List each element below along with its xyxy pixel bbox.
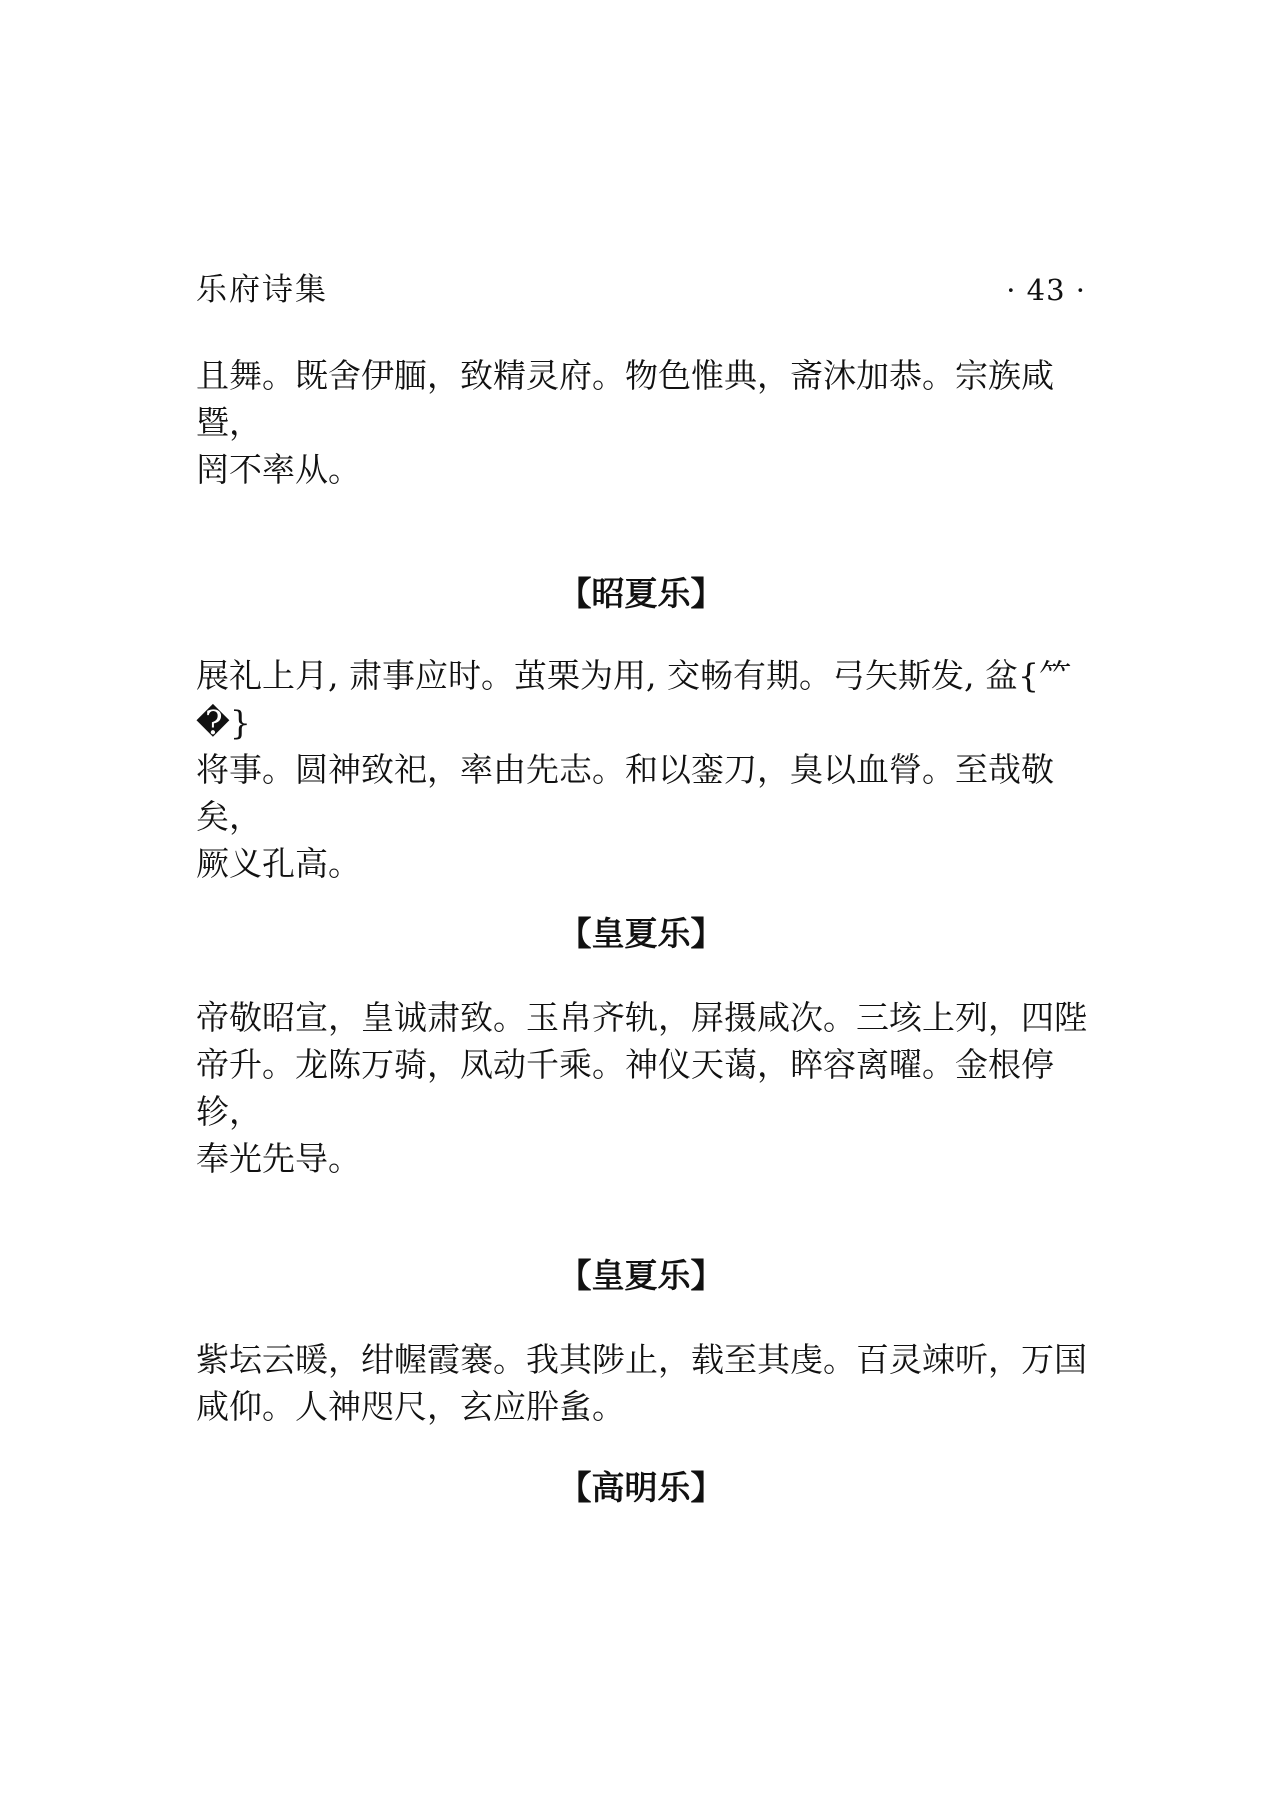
- paragraph-zhaoxia: 展礼上月, 肃事应时。茧栗为用, 交畅有期。弓矢斯发, 盆{⺮�} 将事。圆神致祀，率由先志。和以銮刀，臭以血膋。至哉敬矣， 厥义孔高。: [196, 656, 1072, 883]
- page-header: [196, 270, 1086, 310]
- page-number: · 43 ·: [1006, 273, 1086, 307]
- section-heading-huangxia-2: 【皇夏乐】: [558, 1256, 724, 1295]
- paragraph-continued: 且舞。既舍伊腼，致精灵府。物色惟典，斋沐加恭。宗族咸暨， 罔不率从。: [196, 356, 1054, 489]
- section-heading-zhaoxia: 【昭夏乐】: [558, 574, 724, 613]
- book-title: 乐府诗集: [196, 272, 328, 308]
- section-heading-huangxia-1: 【皇夏乐】: [558, 914, 724, 953]
- paragraph-huangxia-1: 帝敬昭宣，皇诚肃致。玉帛齐轨，屏摄咸次。三垓上列，四陛 帝升。龙陈万骑，凤动千乘。神仪天蔼，睟容离曜。金根停轸， 奉光先导。: [196, 998, 1087, 1178]
- paragraph-huangxia-2: 紫坛云暖，绀幄霞褰。我其陟止，载至其虔。百灵竦听，万国 咸仰。人神咫尺，玄应肸蚃。: [196, 1340, 1087, 1426]
- section-heading-gaoming: 【高明乐】: [558, 1468, 724, 1507]
